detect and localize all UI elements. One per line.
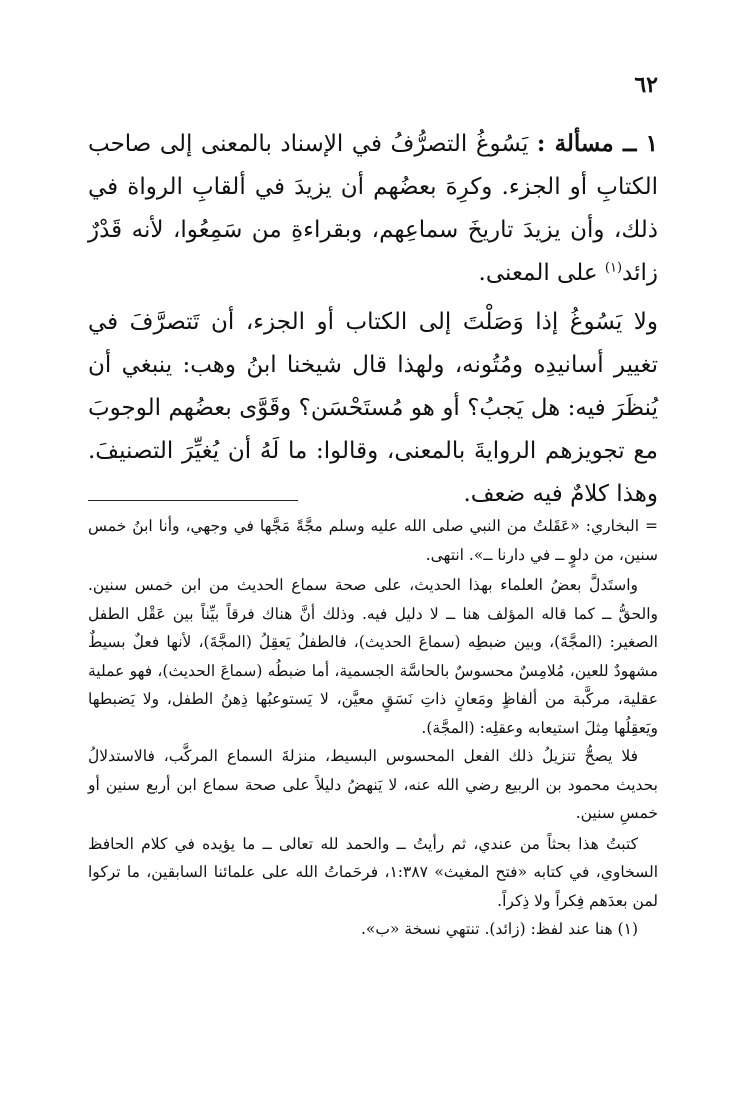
footnote-commentary-2: فلا يصحُّ تنزيلُ ذلك الفعل المحسوس البسيط، منزلةَ السماع المركَّب، فالاستدلالُ بحديث محمود بن الربيع رضي الله عنه، لا يَنهضُ دليلاً على صحة سماع ابن أربع سنين أو خمسِ سنين.: [88, 747, 658, 822]
footnote-commentary-1: واستَدلَّ بعضُ العلماء بهذا الحديث، على صحة سماع الحديث من ابن خمس سنين. والحقُّ ــ كما قاله المؤلف هنا ــ لا دليل فيه. وذلك أنَّ هناك فرقاً بيِّناً بين عَقْل الطفل الصغير: (المجَّةَ)، وبين ضبطِه (سماعَ الحديث)، فالطفلُ يَعقِلُ (المجَّةَ)، لأنها فعلٌ بسيطٌ مشهودٌ للعين، مُلامِسٌ محسوسٌ بالحاسَّة الجسمية، أما ضبطُه (سماعَ الحديث)، فهو عملية عقلية، مركَّبة من ألفاظٍ ومَعانٍ ذاتِ نَسَقٍ معيَّن، لا يَستوعبُها ذِهنُ الطفل، ولا يَضبطها ويَعقِلُها مِثلَ استيعابه وعقلِه: (المجَّة).: [88, 576, 658, 737]
issue-heading: ١ ــ مسألة :: [536, 130, 658, 157]
footnote-separator: [88, 500, 298, 501]
paragraph-1: [88, 122, 658, 295]
paragraph-1-text: يَسُوغُ التصرُّفُ في الإسناد بالمعنى إلى صاحب الكتابِ أو الجزء. وكرِهَ بعضُهم أن يزيدَ في ألقابِ الرواة في ذلك، وأن يزيدَ تاريخَ سماعِهم، وبقراءةِ من سَمِعُوا، لأنه قَدْرٌ زائد: [88, 131, 658, 286]
document-page: [88, 0, 658, 1096]
footnote-commentary-3: كتبتُ هذا بحثاً من عندي، ثم رأيتُ ــ والحمد لله تعالى ــ ما يؤيده في كلام الحافظ السخاوي، في كتابه «فتح المغيث» ١:٣٨٧، فرحَماتُ الله على علمائنا السابقين، ما تركوا لمن بعدَهم فِكراً ولا ذِكراً.: [88, 834, 658, 910]
footnote-continuation: = البخاري: «عَقَلتُ من النبي صلى الله عليه وسلم مجَّةً مَجَّها في وجهي، وأنا ابنُ خمس سنين، من دلوٍ ــ في دارنا ــ». انتهى.: [88, 517, 658, 564]
main-text: [88, 122, 658, 522]
footnote-reference: (١): [604, 260, 623, 276]
page-number: ٦٢: [634, 72, 658, 98]
paragraph-1-end: على المعنى.: [478, 260, 605, 286]
paragraph-2: ولا يَسُوغُ إذا وَصَلْتَ إلى الكتاب أو الجزء، أن تَتصرَّفَ في تغيير أسانيدِه ومُتُونه، ولهذا قال شيخنا ابنُ وهب: ينبغي أن يُنظَرَ فيه: هل يَجبُ؟ أو هو مُستَحْسَن؟ وقَوَّى بعضُهم الوجوبَ مع تجويزهم الروايةَ بالمعنى، وقالوا: ما لَهُ أن يُغيِّرَ التصنيفَ. وهذا كلامٌ فيه ضعف.: [88, 309, 659, 507]
footnote-1: (١) هنا عند لفظ: (زائد). تنتهي نسخة «ب».: [361, 920, 638, 938]
footnotes: [88, 512, 658, 944]
